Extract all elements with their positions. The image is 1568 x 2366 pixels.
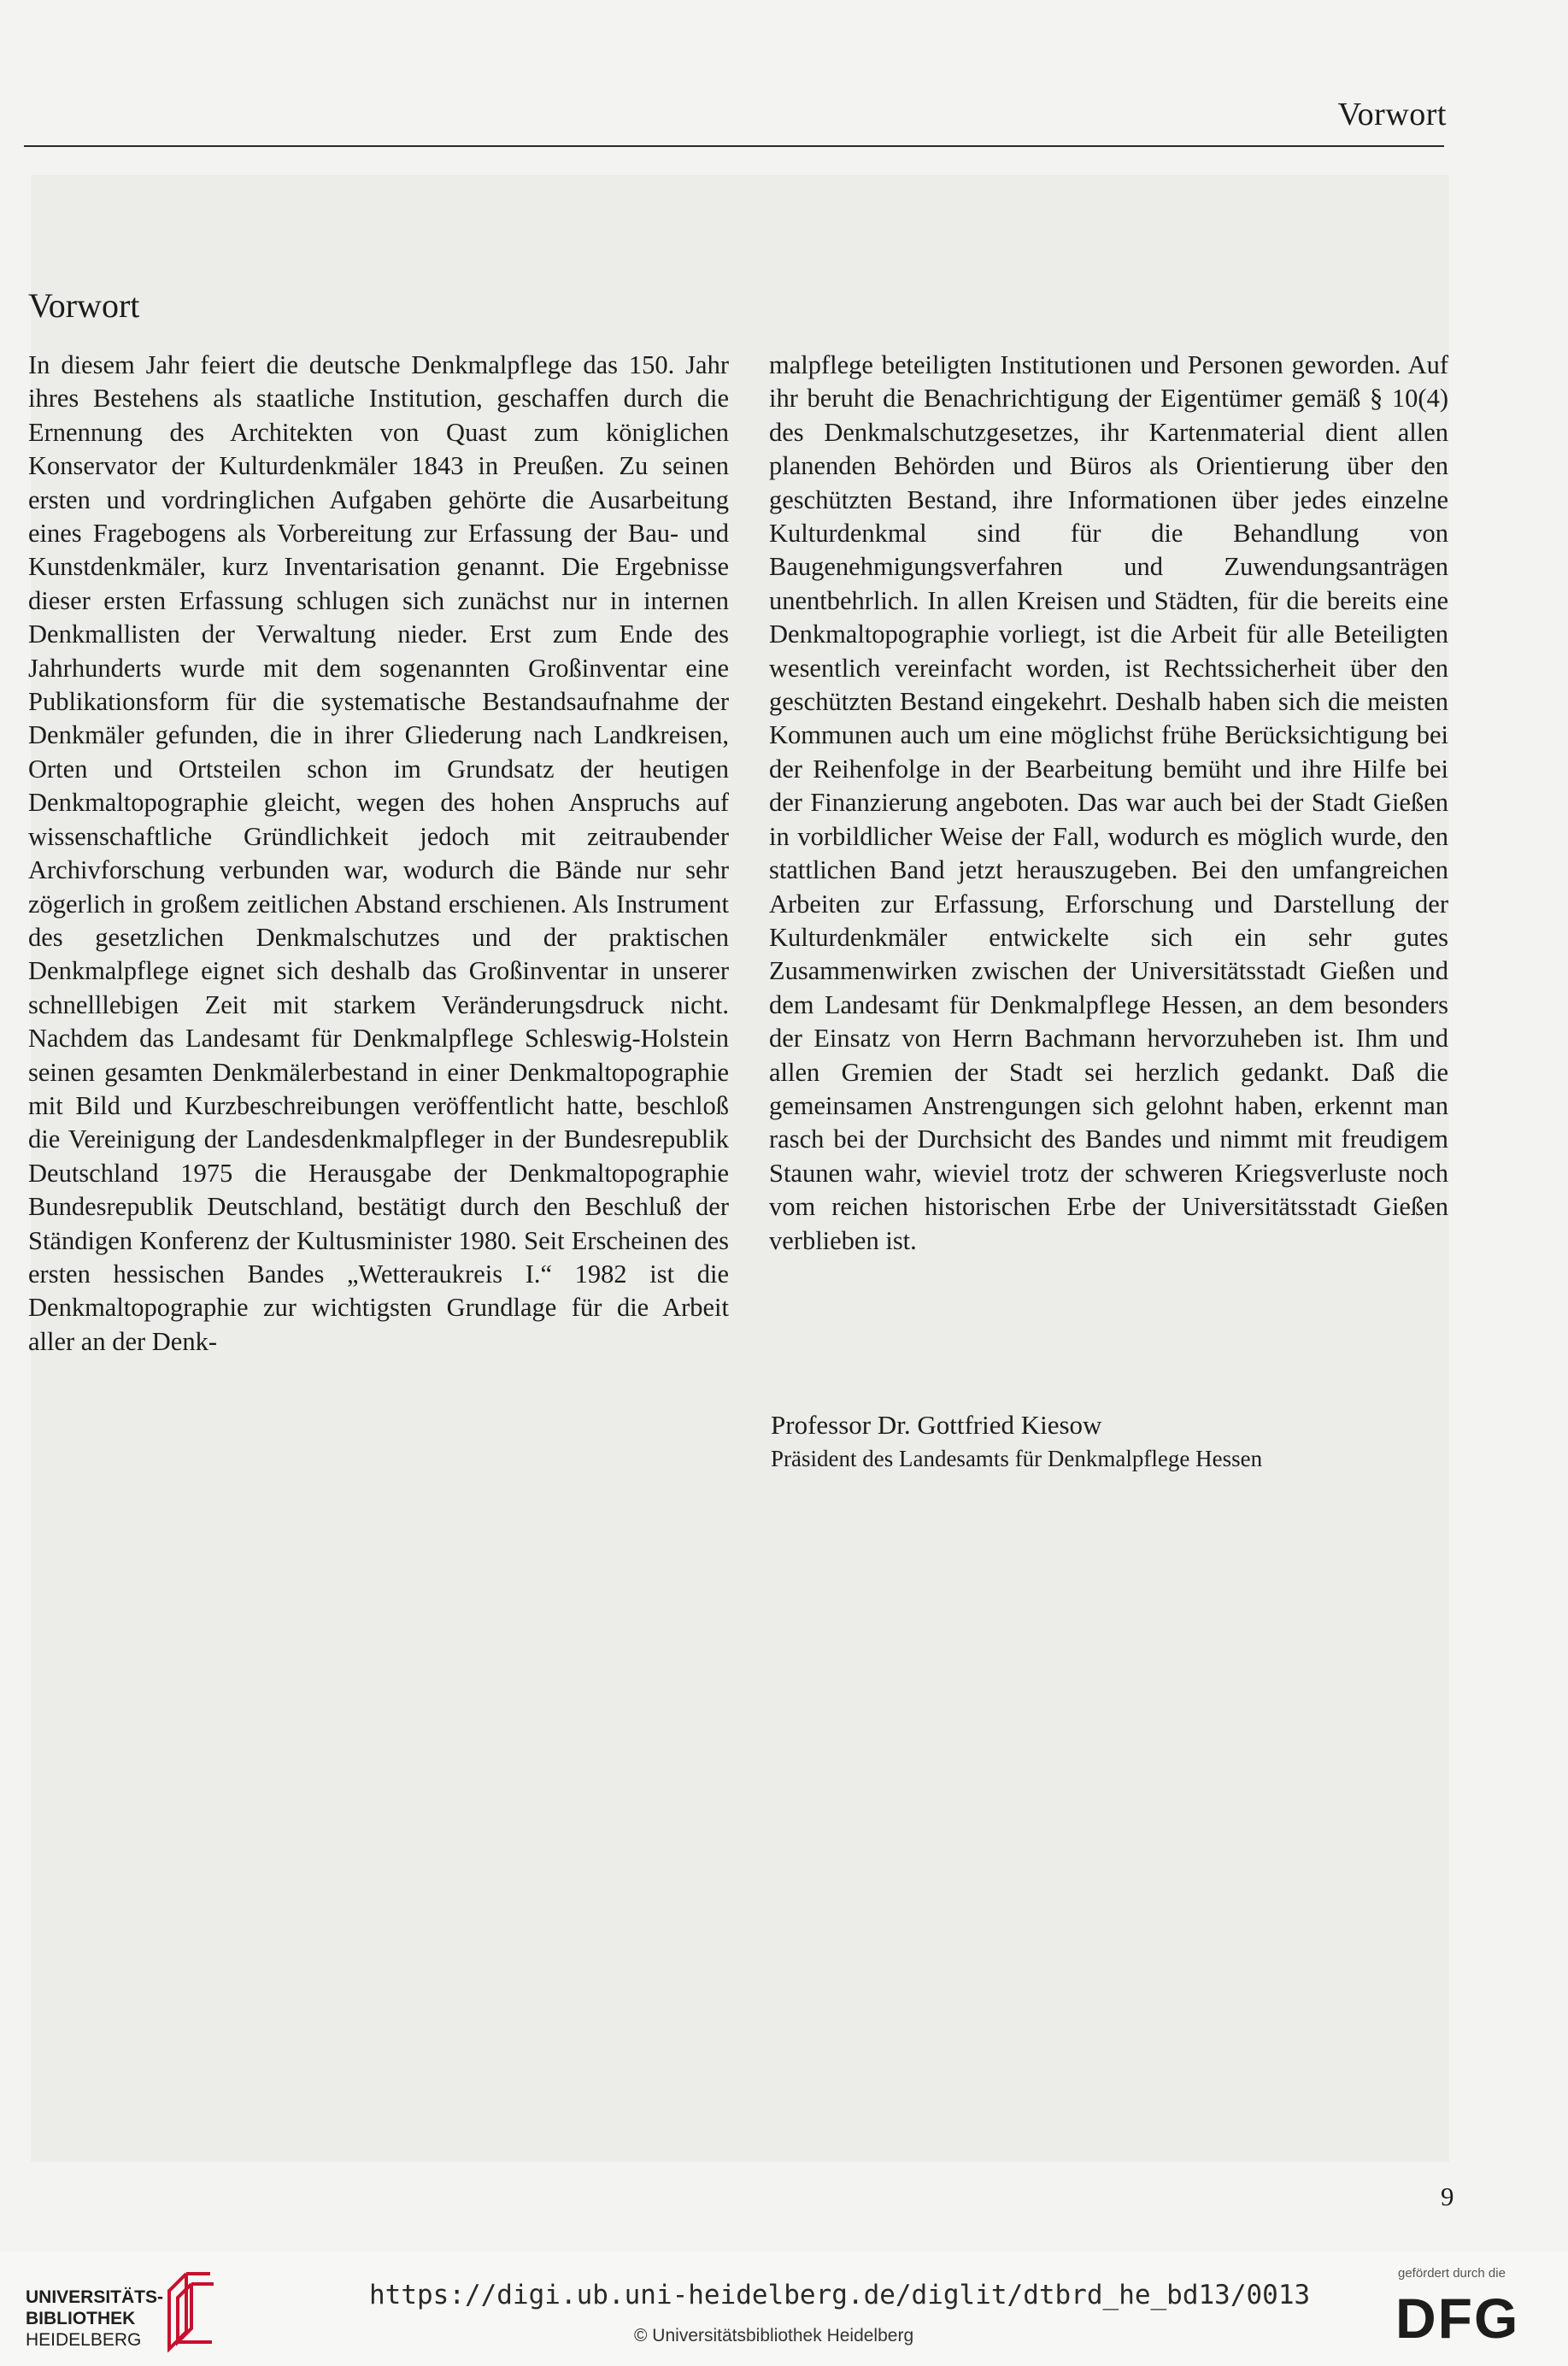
page-number: 9 (1441, 2181, 1454, 2211)
funding-label: gefördert durch die (1398, 2266, 1506, 2281)
dfg-logo: DFG (1395, 2287, 1520, 2350)
library-name-line: HEIDELBERG (26, 2330, 142, 2350)
library-name-line: BIBLIOTHEK (26, 2309, 136, 2328)
library-logo-text (26, 2287, 163, 2351)
text-column-left (28, 349, 729, 1359)
header-rule (24, 145, 1444, 147)
paragraph: In diesem Jahr feiert die deutsche Denkmalpflege das 150. Jahr ihres Bestehens als staatliche Institution, geschaffen durch die Ernennung des Architekten von Quast zum königlichen Konservator der Kulturdenkmäler 1843 in Preußen. Zu seinen ersten und vordringlichen Aufgaben gehörte die Ausarbeitung eines Fragebogens als Vorbereitung zur Erfassung der Bau- und Kunstdenkmäler, kurz Inventarisation genannt. Die Ergebnisse dieser ersten Erfassung schlugen sich zunächst nur in internen Denkmallisten der Verwaltung nieder. Erst zum Ende des Jahrhunderts wurde mit dem sogenannten Großinventar eine Publikationsform für die systematische Bestandsaufnahme der Denkmäler gefunden, die in ihrer Gliederung nach Landkreisen, Orten und Ortsteilen schon im Grundsatz der heutigen Denkmaltopographie gleicht, wegen des hohen Anspruchs auf wissenschaftliche Gründlichkeit jedoch mit zeitraubender Archivforschung verbunden war, wodurch die Bände nur sehr zögerlich in großem zeitlichen Abstand erschienen. Als Instrument des gesetzlichen Denkmalschutzes und der praktischen Denkmalpflege eignet sich deshalb das Großinventar in unserer schnelllebigen Zeit mit starkem Veränderungsdruck nicht. Nachdem das Landesamt für Denkmalpflege Schleswig-Holstein seinen gesamten Denkmälerbestand in einer Denkmaltopographie mit Bild und Kurzbeschreibungen veröffentlicht hatte, beschloß die Vereinigung der Landesdenkmalpfleger in der Bundesrepublik Deutschland 1975 die Herausgabe der Denkmaltopographie Bundesrepublik Deutschland, bestätigt durch den Beschluß der Ständigen Konferenz der Kultusminister 1980. Seit Erscheinen des ersten hessischen Bandes „Wetteraukreis I.“ 1982 ist die Denkmaltopographie zur wichtigsten Grundlage für die Arbeit aller an der Denk- (28, 350, 729, 1356)
permalink-url[interactable]: https://digi.ub.uni-heidelberg.de/diglit/dtbrd_he_bd13/0013 (369, 2280, 1311, 2310)
section-title: Vorwort (28, 286, 140, 325)
copyright-notice: © Universitätsbibliothek Heidelberg (634, 2326, 914, 2345)
signature-name: Professor Dr. Gottfried Kiesow (771, 1410, 1102, 1440)
text-column-right (769, 349, 1448, 1258)
library-name-line: UNIVERSITÄTS- (26, 2287, 164, 2307)
running-header: Vorwort (1337, 97, 1447, 132)
library-logo-icon (161, 2267, 220, 2352)
signature-title: Präsident des Landesamts für Denkmalpflege Hessen (771, 1446, 1263, 1471)
paragraph: malpflege beteiligten Institutionen und Personen geworden. Auf ihr beruht die Benachrichtigung der Eigentümer gemäß § 10(4) des Denkmalschutzgesetzes, ihr Kartenmaterial dient allen planenden Behörden und Büros als Orientierung über den geschützten Bestand, ihre Informationen über jedes einzelne Kulturdenkmal sind für die Behandlung von Baugenehmigungsverfahren und Zuwendungsanträgen unentbehrlich. In allen Kreisen und Städten, für die bereits eine Denkmaltopographie vorliegt, ist die Arbeit für alle Beteiligten wesentlich vereinfacht worden, ist Rechtssicherheit über den geschützten Bestand eingekehrt. Deshalb haben sich die meisten Kommunen auch um eine möglichst frühe Berücksichtigung bei der Reihenfolge in der Bearbeitung bemüht und ihre Hilfe bei der Finanzierung angeboten. Das war auch bei der Stadt Gießen in vorbildlicher Weise der Fall, wodurch es möglich wurde, den stattlichen Band jetzt herauszugeben. Bei den umfangreichen Arbeiten zur Erfassung, Erforschung und Darstellung der Kulturdenkmäler entwickelte sich ein sehr gutes Zusammenwirken zwischen der Universitätsstadt Gießen und dem Landesamt für Denkmalpflege Hessen, an dem besonders der Einsatz von Herrn Bachmann hervorzuheben ist. Ihm und allen Gremien der Stadt sei herzlich gedankt. Daß die gemeinsamen Anstrengungen sich gelohnt haben, erkennt man rasch bei der Durchsicht des Bandes und nimmt mit freudigem Staunen wahr, wieviel trotz der schweren Kriegsverluste noch vom reichen historischen Erbe der Universitätsstadt Gießen verblieben ist. (769, 350, 1448, 1255)
